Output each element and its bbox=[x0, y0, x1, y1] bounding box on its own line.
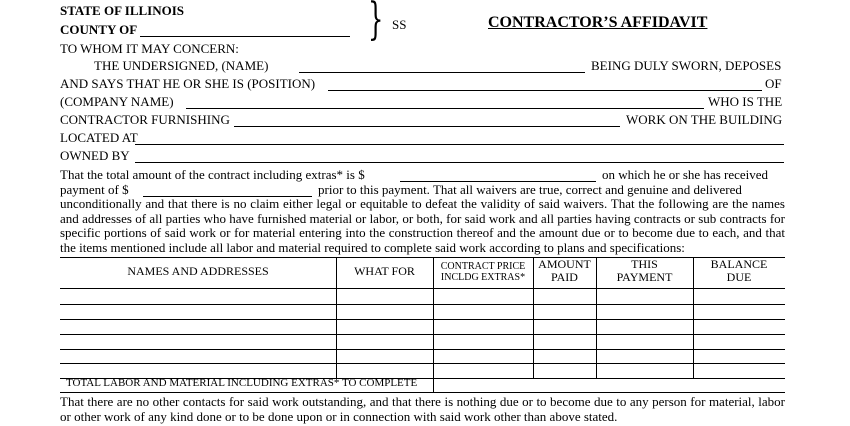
furnishing-underline bbox=[234, 126, 620, 127]
ss-label: SS bbox=[392, 17, 407, 32]
contractor-furnishing-label: CONTRACTOR FURNISHING bbox=[60, 112, 230, 127]
table-cell-input[interactable] bbox=[598, 320, 691, 334]
table-cell-input[interactable] bbox=[435, 364, 531, 378]
table-cell-input[interactable] bbox=[535, 364, 594, 378]
name-underline bbox=[299, 72, 585, 73]
received-text: on which he or she has received bbox=[602, 167, 769, 182]
table-cell-input[interactable] bbox=[62, 289, 334, 303]
table-cell-input[interactable] bbox=[598, 350, 691, 364]
county-underline bbox=[140, 36, 350, 37]
total-cell-input[interactable] bbox=[435, 379, 531, 393]
table-cell-input[interactable] bbox=[338, 305, 431, 319]
position-label: AND SAYS THAT HE OR SHE IS (POSITION) bbox=[60, 76, 316, 91]
table-cell-input[interactable] bbox=[338, 320, 431, 334]
furnishing-input[interactable] bbox=[236, 112, 618, 126]
col-balance-due-header bbox=[693, 258, 785, 284]
balance-line2: DUE bbox=[726, 270, 752, 284]
county-label: COUNTY OF bbox=[60, 22, 138, 37]
table-cell-input[interactable] bbox=[535, 350, 594, 364]
payment-input[interactable] bbox=[145, 182, 310, 196]
col-this-payment-header bbox=[596, 258, 693, 284]
total-cell-input[interactable] bbox=[598, 379, 691, 393]
this-line1: THIS bbox=[631, 257, 658, 271]
of-label: OF bbox=[765, 76, 782, 91]
table-cell-input[interactable] bbox=[695, 320, 783, 334]
contract-amount-input[interactable] bbox=[402, 167, 594, 181]
table-cell-input[interactable] bbox=[62, 305, 334, 319]
table-cell-input[interactable] bbox=[338, 350, 431, 364]
county-input[interactable] bbox=[142, 22, 348, 36]
contract-price-line2: INCLDG EXTRAS* bbox=[440, 272, 526, 283]
col-what-for-header: WHAT FOR bbox=[354, 264, 415, 278]
body-paragraph: unconditionally and that there is no claim either legal or equitable to defeat the validity of said waivers. That the following are the names and addresses of all parties who have furnished material or labor, or both, for said work and all parties having contracts or sub contracts for specific portions of said work or for material entering into the construction thereof and the amount due or to become due to each, and that the items mentioned include all labor and material required to complete said work according to plans and specifications: bbox=[60, 196, 785, 255]
state-label: STATE OF ILLINOIS bbox=[60, 3, 185, 18]
table-cell-input[interactable] bbox=[535, 289, 594, 303]
located-underline bbox=[135, 144, 784, 145]
table-cell-input[interactable] bbox=[62, 364, 334, 378]
total-cell-input[interactable] bbox=[535, 379, 594, 393]
table-cell-input[interactable] bbox=[338, 335, 431, 349]
company-name-label: (COMPANY NAME) bbox=[60, 94, 174, 109]
col-contract-price-header bbox=[433, 261, 533, 283]
work-on-building-label: WORK ON THE BUILDING bbox=[626, 112, 783, 127]
table-cell-input[interactable] bbox=[695, 305, 783, 319]
table-cell-input[interactable] bbox=[535, 335, 594, 349]
company-underline bbox=[186, 108, 704, 109]
to-whom-label: TO WHOM IT MAY CONCERN: bbox=[60, 41, 239, 56]
footer-paragraph: That there are no other contacts for said work outstanding, and that there is nothing due or to become due to any person for material, labor or other work of any kind done or to be done upon or in connection with said work other than above stated. bbox=[60, 394, 785, 424]
table-cell-input[interactable] bbox=[435, 305, 531, 319]
table-cell-input[interactable] bbox=[598, 335, 691, 349]
who-is-the-label: WHO IS THE bbox=[708, 94, 783, 109]
name-input[interactable] bbox=[300, 58, 584, 72]
table-cell-input[interactable] bbox=[62, 350, 334, 364]
position-underline bbox=[328, 90, 762, 91]
company-name-input[interactable] bbox=[188, 94, 702, 108]
table-cell-input[interactable] bbox=[695, 335, 783, 349]
located-at-label: LOCATED AT bbox=[60, 130, 138, 145]
table-cell-input[interactable] bbox=[535, 320, 594, 334]
table-total-column-line bbox=[433, 378, 434, 392]
owned-by-input[interactable] bbox=[137, 148, 782, 162]
table-cell-input[interactable] bbox=[535, 305, 594, 319]
document-title: CONTRACTOR’S AFFIDAVIT bbox=[488, 14, 708, 31]
col-amount-paid-header bbox=[533, 258, 596, 284]
undersigned-label: THE UNDERSIGNED, (NAME) bbox=[94, 58, 269, 73]
total-cell-input[interactable] bbox=[695, 379, 783, 393]
located-at-input[interactable] bbox=[137, 130, 782, 144]
being-sworn-label: BEING DULY SWORN, DEPOSES bbox=[591, 58, 782, 73]
table-cell-input[interactable] bbox=[695, 364, 783, 378]
owned-underline bbox=[135, 162, 784, 163]
table-cell-input[interactable] bbox=[435, 335, 531, 349]
waivers-text: prior to this payment. That all waivers are true, correct and genuine and delivered bbox=[318, 182, 742, 197]
contract-amount-text: That the total amount of the contract including extras* is $ bbox=[60, 167, 365, 182]
table-cell-input[interactable] bbox=[62, 320, 334, 334]
table-cell-input[interactable] bbox=[62, 335, 334, 349]
this-line2: PAYMENT bbox=[616, 270, 673, 284]
col-names-header: NAMES AND ADDRESSES bbox=[127, 264, 269, 278]
total-label: TOTAL LABOR AND MATERIAL INCLUDING EXTRAS* TO COMPLETE bbox=[66, 377, 418, 389]
table-cell-input[interactable] bbox=[435, 350, 531, 364]
table-cell-input[interactable] bbox=[695, 350, 783, 364]
position-input[interactable] bbox=[330, 76, 760, 90]
amount-line2: PAID bbox=[551, 270, 578, 284]
table-cell-input[interactable] bbox=[598, 305, 691, 319]
table-cell-input[interactable] bbox=[338, 364, 431, 378]
table-cell-input[interactable] bbox=[598, 364, 691, 378]
balance-line1: BALANCE bbox=[710, 257, 768, 271]
amount-line1: AMOUNT bbox=[538, 257, 591, 271]
owned-by-label: OWNED BY bbox=[60, 148, 130, 163]
table-cell-input[interactable] bbox=[598, 289, 691, 303]
table-cell-input[interactable] bbox=[435, 320, 531, 334]
table-cell-input[interactable] bbox=[695, 289, 783, 303]
table-cell-input[interactable] bbox=[435, 289, 531, 303]
contract-price-line1: CONTRACT PRICE bbox=[440, 261, 526, 272]
payment-of-text: payment of $ bbox=[60, 182, 129, 197]
brace-symbol: } bbox=[368, 0, 384, 45]
table-cell-input[interactable] bbox=[338, 289, 431, 303]
